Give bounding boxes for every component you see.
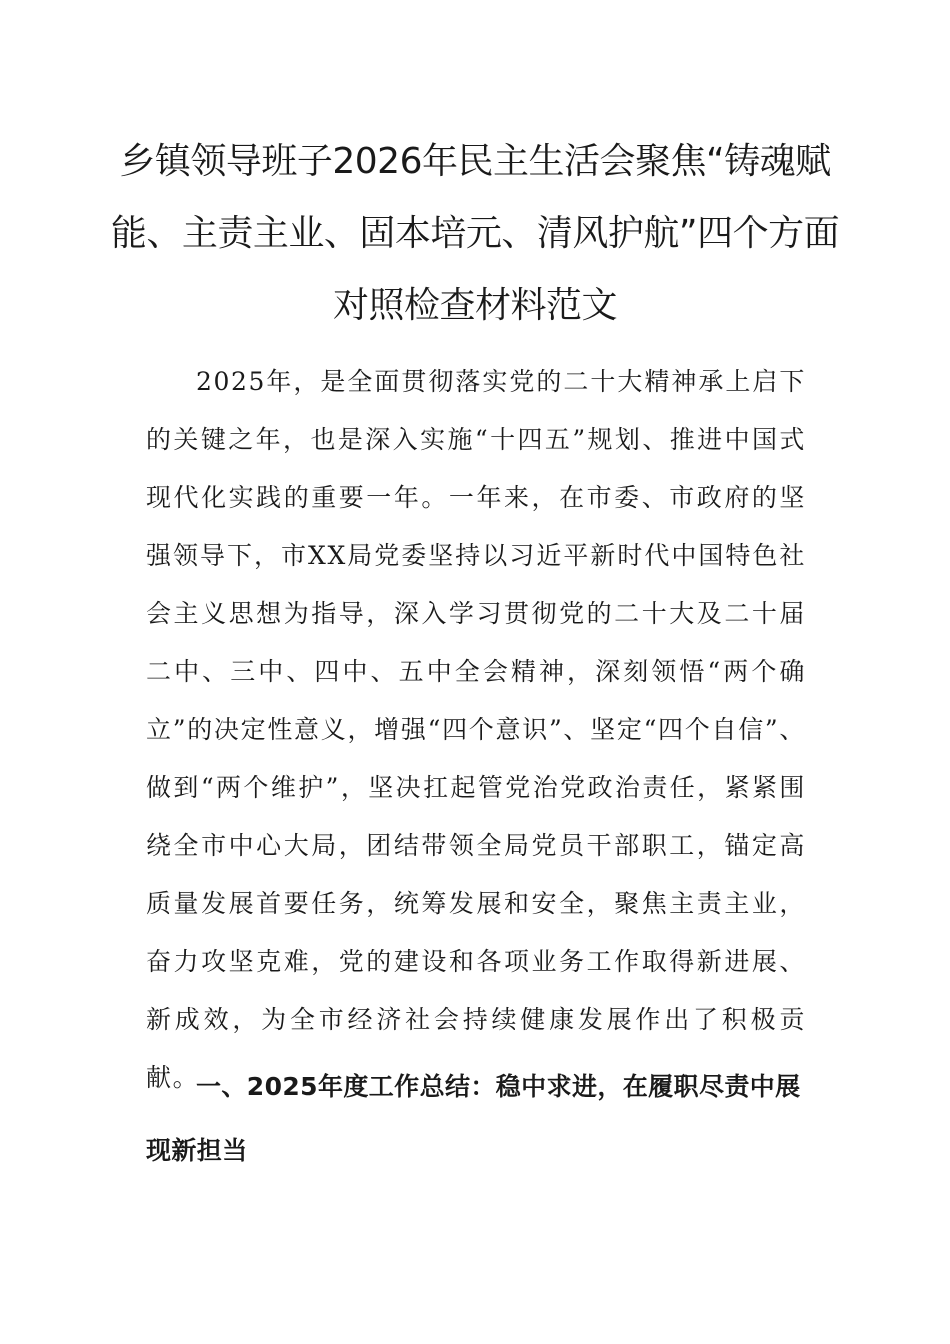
intro-paragraph: 2025年，是全面贯彻落实党的二十大精神承上启下的关键之年，也是深入实施“十四五”规划、推进中国式现代化实践的重要一年。一年来，在市委、市政府的坚强领导下，市XX局党委坚持以习近平新时代中国特色社会主义思想为指导，深入学习贯彻党的二十大及二十届二中、三中、四中、五中全会精神，深刻领悟“两个确立”的决定性意义，增强“四个意识”、坚定“四个自信”、做到“两个维护”，坚决扛起管党治党政治责任，紧紧围绕全市中心大局，团结带领全局党员干部职工，锚定高质量发展首要任务，统筹发展和安全，聚焦主责主业，奋力攻坚克难，党的建设和各项业务工作取得新进展、新成效，为全市经济社会持续健康发展作出了积极贡献。 xyxy=(146,367,806,1092)
section-heading: 一、2025年度工作总结：稳中求进，在履职尽责中展现新担当 xyxy=(146,1072,801,1165)
document-title: 乡镇领导班子2026年民主生活会聚焦“铸魂赋能、主责主业、固本培元、清风护航”四个方面对照检查材料范文 xyxy=(110,141,840,326)
